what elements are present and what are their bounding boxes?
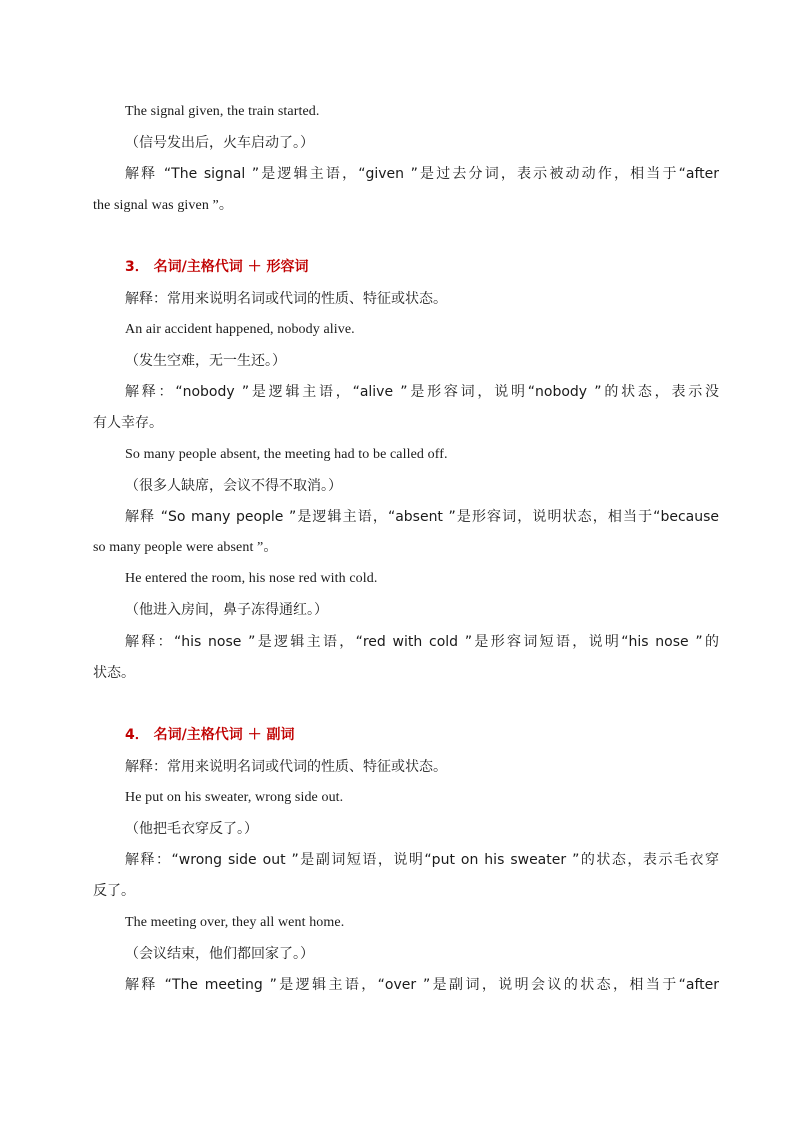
example-sentence: He put on his sweater, wrong side out. [125,790,344,805]
example-sentence: An air accident happened, nobody alive. [125,322,355,337]
example-sentence: The signal given, the train started. [125,104,320,119]
example-explanation: 解释：“nobody ”是逻辑主语，“alive ”是形容词，说明“nobody ”的状态，表示没 [125,384,719,400]
example-explanation-continued: 有人幸存。 [93,415,163,431]
example-translation: （他把毛衣穿反了。） [125,821,258,837]
example-explanation-continued: so many people were absent ”。 [93,540,278,555]
section-3-description: 解释：常用来说明名词或代词的性质、特征或状态。 [125,291,447,307]
example-explanation-continued: 状态。 [93,665,135,681]
example-sentence: The meeting over, they all went home. [125,915,345,930]
section-3-heading: 3． 名词/主格代词 ＋ 形容词 [125,259,309,275]
section-4-heading: 4． 名词/主格代词 ＋ 副词 [125,727,295,743]
example-explanation: 解释：“wrong side out ”是副词短语，说明“put on his sweater ”的状态，表示毛衣穿 [125,852,719,868]
example-explanation: 解释 “The signal ”是逻辑主语，“given ”是过去分词，表示被动动作，相当于“after [125,166,719,182]
example-translation: （很多人缺席，会议不得不取消。） [125,478,342,494]
example-translation: （会议结束，他们都回家了。） [125,946,314,962]
example-explanation: 解释 “The meeting ”是逻辑主语，“over ”是副词，说明会议的状态，相当于“after [125,977,719,993]
example-explanation: 解释 “So many people ”是逻辑主语，“absent ”是形容词，说明状态，相当于“because [125,509,719,525]
example-explanation-continued: 反了。 [93,883,135,899]
example-sentence: He entered the room, his nose red with cold. [125,571,378,586]
section-4-description: 解释：常用来说明名词或代词的性质、特征或状态。 [125,759,447,775]
example-sentence: So many people absent, the meeting had to be called off. [125,447,448,462]
example-explanation-continued: the signal was given ”。 [93,198,233,213]
example-translation: （信号发出后，火车启动了。） [125,135,314,151]
example-translation: （发生空难，无一生还。） [125,353,286,369]
example-explanation: 解释：“his nose ”是逻辑主语，“red with cold ”是形容词短语，说明“his nose ”的 [125,634,719,650]
example-translation: （他进入房间，鼻子冻得通红。） [125,602,328,618]
